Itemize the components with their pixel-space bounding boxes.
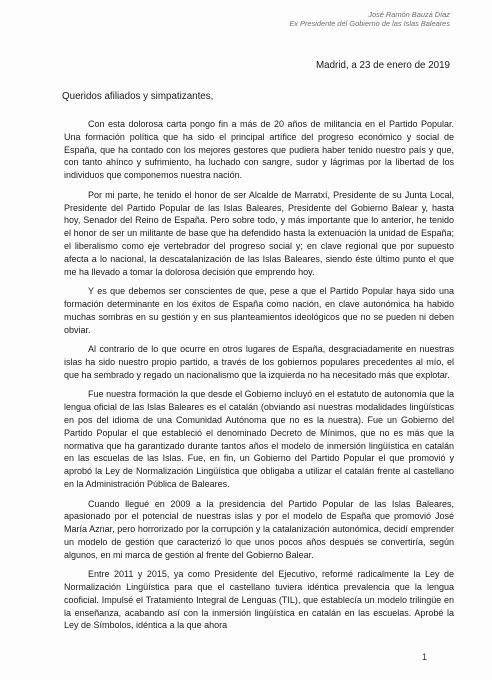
paragraph: Con esta dolorosa carta pongo fin a más de 20 años de militancia en el Partido Popular. Una formación política que ha sido el principal artífice del progreso económico y social de España, que ha contado con los mejores gestores que pudiera haber tenido nuestro país y que, con tanto ahínco y sufrimiento, ha luchado con sangre, sudor y lágrimas por la libertad de los individuos que componemos nuestra nación. [64, 119, 454, 181]
author-role: Ex Presidente del Gobierno de las Islas Baleares [289, 19, 450, 28]
paragraph: Fue nuestra formación la que desde el Gobierno incluyó en el estatuto de autonomía que la lengua oficial de las Islas Baleares es el catalán (obviando así nuestras modalidades lingüísticas en pos del idioma de una Comunidad Autónoma que no es la nuestra). Fue un Gobierno del Partido Popular el que estableció el denominado Decreto de Mínimos, que no es más que la normativa que ha garantizado durante tantos años el modelo de inmersión lingüística en catalán en las escuelas de las Islas. Fue, en fin, un Gobierno del Partido Popular el que promovió y aprobó la Ley de Normalización Lingüística que obligaba a utilizar el catalán frente al castellano en la Administración Pública de Baleares. [64, 389, 454, 489]
paragraph: Entre 2011 y 2015, ya como Presidente del Ejecutivo, reformé radicalmente la Ley de Normalización Lingüística para que el castellano tuviera idéntica prevalencia que la lengua cooficial. Impulsé el Tratamiento Integral de Lenguas (TIL), que establecía un modelo trilingüe en la enseñanza, acabando así con la inmersión lingüística en catalán en las escuelas. Aprobé la Ley de Símbolos, idéntica a la que ahora [64, 569, 454, 631]
author-name: José Ramón Bauzá Díaz [368, 10, 450, 19]
salutation: Queridos afiliados y simpatizantes, [62, 91, 214, 102]
paragraph: Y es que debemos ser conscientes de que, pese a que el Partido Popular haya sido una formación determinante en los éxitos de España como nación, en clave autonómica ha habido muchas sombras en su gestión y en sus planteamientos ideológicos que no se pueden ni deben obviar. [64, 286, 454, 335]
page-number: 1 [422, 652, 428, 662]
paragraph: Al contrario de lo que ocurre en otros lugares de España, desgraciadamente en nuestras islas ha sido nuestro propio partido, a través de los gobiernos populares precedentes al mío, el que ha sembrado y regado un nacionalismo que la izquierda no ha necesitado más que explotar. [64, 344, 454, 380]
letter-date: Madrid, a 23 de enero de 2019 [316, 60, 450, 71]
paragraph: Cuando llegué en 2009 a la presidencia del Partido Popular de las Islas Baleares, apasionado por el potencial de nuestras islas y por el modelo de España que promovió José María Aznar, pero horrorizado por la corrupción y la catalanización autonómica, decidí emprender un modelo de gestión que caracterizó lo que unos pocos años después se convertiría, según algunos, en mi marca de gestión al frente del Gobierno Balear. [64, 498, 454, 560]
paragraph: Por mi parte, he tenido el honor de ser Alcalde de Marratxí, Presidente de su Junta Local, Presidente del Partido Popular de las Islas Baleares, Presidente del Gobierno Balear y, hasta hoy, Senador del Reino de España. Pero sobre todo, y más importante que lo anterior, he tenido el honor de ser un militante de base que ha defendido hasta la extenuación la unidad de España; el liberalismo como eje vertebrador del progreso social y; en clave regional que por supuesto afecta a lo nacional, la descatalanización de las Islas Baleares, siendo éste último punto el que me ha llevado a tomar la dolorosa decisión que emprendo hoy. [64, 189, 454, 277]
letterhead [289, 10, 450, 28]
letter-body [64, 118, 454, 639]
